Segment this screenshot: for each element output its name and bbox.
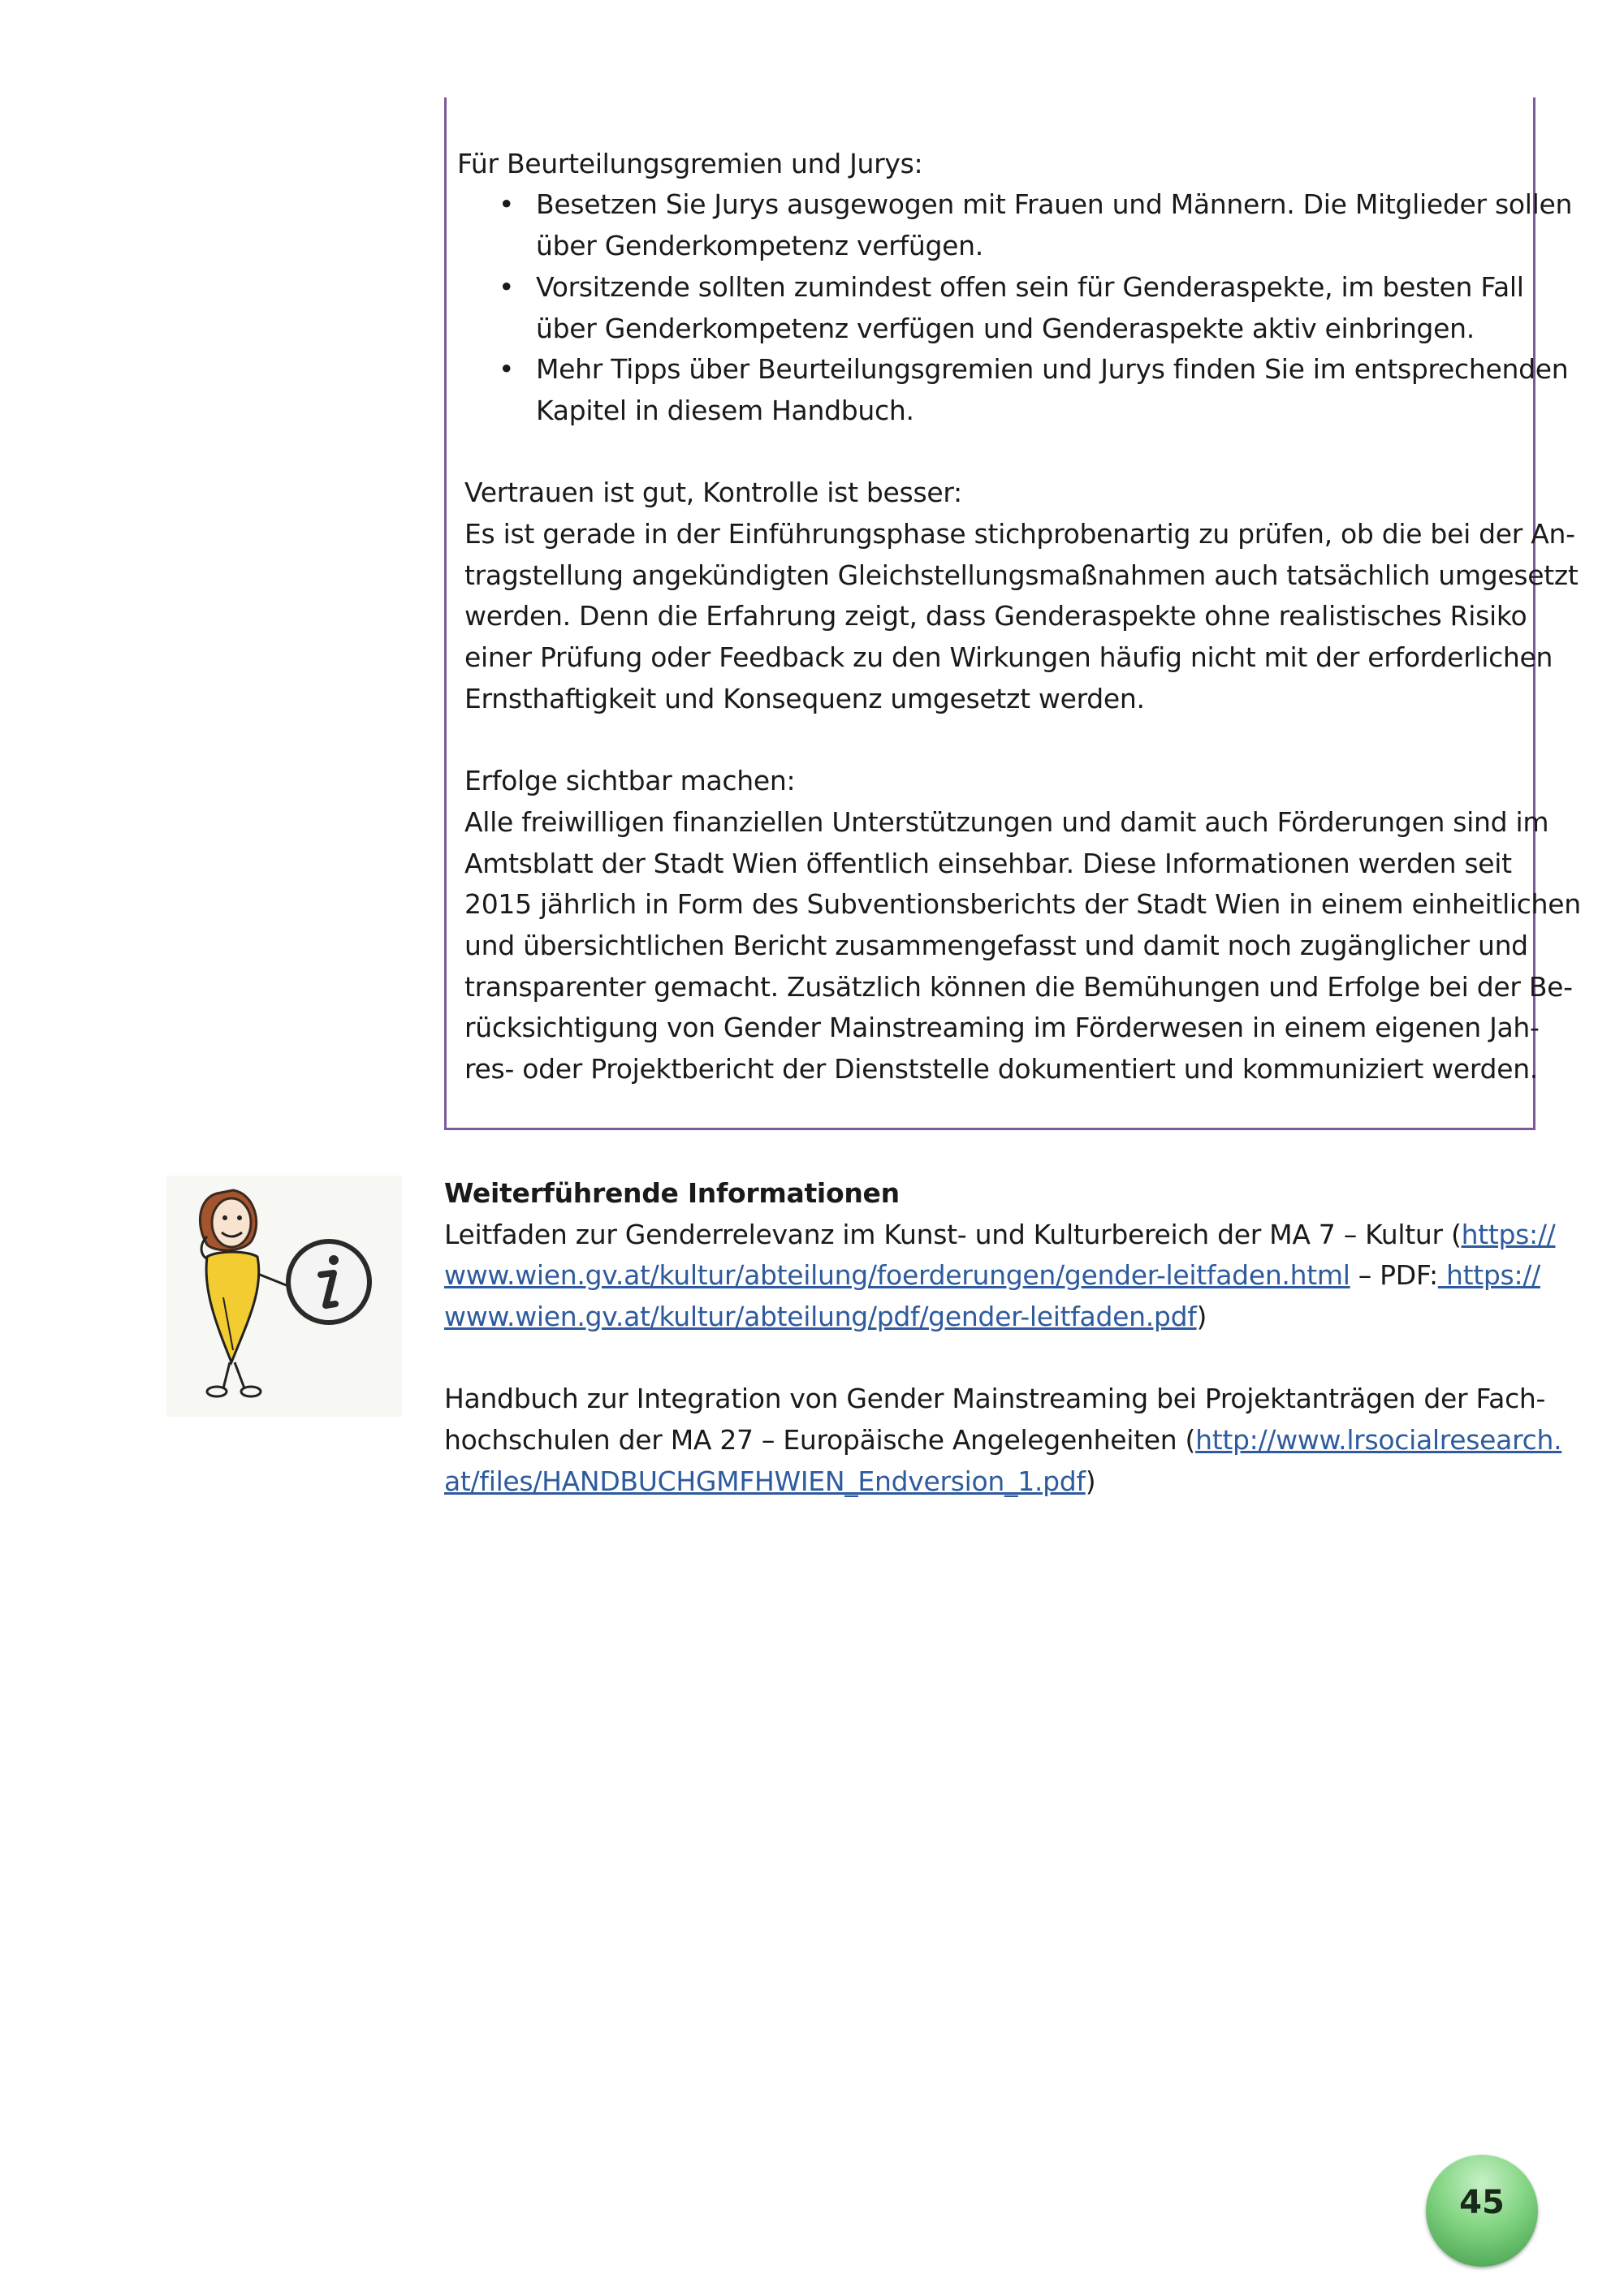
success-line: Alle freiwilligen finanziellen Unterstützungen und damit auch Förderungen sind im <box>464 806 1549 838</box>
info-title: Weiterführende Informationen <box>444 1177 900 1209</box>
info-p1-text: Leitfaden zur Genderrelevanz im Kunst- und Kulturbereich der MA 7 – Kultur ( <box>444 1219 1462 1250</box>
woman-with-info-sign-icon <box>166 1176 402 1417</box>
bullet-2-line-2: über Genderkompetenz verfügen und Genderaspekte aktiv einbringen. <box>536 313 1475 344</box>
success-line: 2015 jährlich in Form des Subventionsberichts der Stadt Wien in einem einheitlichen <box>464 888 1581 920</box>
page-number-badge <box>1426 2155 1538 2267</box>
bullet-dot: • <box>499 271 515 303</box>
bullet-2-line-1: Vorsitzende sollten zumindest offen sein für Genderaspekte, im besten Fall <box>536 271 1524 303</box>
bullet-dot: • <box>499 353 515 385</box>
info-p2-close: ) <box>1085 1465 1096 1497</box>
info-illustration <box>166 1176 402 1417</box>
page-number: 45 <box>1459 2184 1505 2221</box>
link-handbuch[interactable]: at/files/HANDBUCHGMFHWIEN_Endversion_1.pdf <box>444 1465 1086 1497</box>
success-heading: Erfolge sichtbar machen: <box>464 765 796 796</box>
link-leitfaden-html[interactable]: www.wien.gv.at/kultur/abteilung/foerderungen/gender-leitfaden.html <box>444 1259 1350 1291</box>
trust-heading: Vertrauen ist gut, Kontrolle ist besser: <box>464 477 962 508</box>
link-leitfaden-pdf-part-1[interactable]: https:// <box>1437 1259 1540 1291</box>
info-p2-line-3 <box>444 1461 1095 1503</box>
trust-line: werden. Denn die Erfahrung zeigt, dass Genderaspekte ohne realistisches Risiko <box>464 600 1527 632</box>
success-line: und übersichtlichen Bericht zusammengefasst und damit noch zugänglicher und <box>464 930 1528 961</box>
info-p1-close: ) <box>1196 1301 1207 1332</box>
trust-line: Ernsthaftigkeit und Konsequenz umgesetzt werden. <box>464 683 1145 714</box>
success-line: Amtsblatt der Stadt Wien öffentlich einsehbar. Diese Informationen werden seit <box>464 848 1512 879</box>
info-p1-line-1 <box>444 1215 1555 1256</box>
info-p2-text: hochschulen der MA 27 – Europäische Angelegenheiten ( <box>444 1424 1196 1456</box>
bullet-3-line-2: Kapitel in diesem Handbuch. <box>536 395 914 426</box>
bullet-1-line-1: Besetzen Sie Jurys ausgewogen mit Frauen und Männern. Die Mitglieder sollen <box>536 188 1573 220</box>
bullet-3-line-1: Mehr Tipps über Beurteilungsgremien und Jurys finden Sie im entsprechenden <box>536 353 1569 385</box>
trust-line: Es ist gerade in der Einführungsphase stichprobenartig zu prüfen, ob die bei der An- <box>464 518 1575 550</box>
trust-line: einer Prüfung oder Feedback zu den Wirkungen häufig nicht mit der erforderlichen <box>464 641 1553 673</box>
bullet-1-line-2: über Genderkompetenz verfügen. <box>536 230 983 261</box>
link-leitfaden-html-part-1[interactable]: https:// <box>1461 1219 1556 1250</box>
trust-line: tragstellung angekündigten Gleichstellungsmaßnahmen auch tatsächlich umgesetzt <box>464 559 1579 591</box>
info-p1-line-2 <box>444 1255 1540 1297</box>
info-p2-line-2 <box>444 1420 1561 1461</box>
success-line: res- oder Projektbericht der Dienststelle dokumentiert und kommuniziert werden. <box>464 1053 1539 1085</box>
info-p2-line-1: Handbuch zur Integration von Gender Mainstreaming bei Projektanträgen der Fach- <box>444 1383 1546 1414</box>
success-line: rücksichtigung von Gender Mainstreaming im Förderwesen in einem eigenen Jah- <box>464 1012 1540 1043</box>
info-pdf-label: – PDF: <box>1350 1259 1438 1291</box>
juries-heading: Für Beurteilungsgremien und Jurys: <box>457 148 923 179</box>
info-p1-line-3 <box>444 1297 1207 1338</box>
link-handbuch-part-1[interactable]: http://www.lrsocialresearch. <box>1195 1424 1562 1456</box>
success-line: transparenter gemacht. Zusätzlich können die Bemühungen und Erfolge bei der Be- <box>464 971 1573 1003</box>
bullet-dot: • <box>499 188 515 220</box>
link-leitfaden-pdf[interactable]: www.wien.gv.at/kultur/abteilung/pdf/gender-leitfaden.pdf <box>444 1301 1197 1332</box>
